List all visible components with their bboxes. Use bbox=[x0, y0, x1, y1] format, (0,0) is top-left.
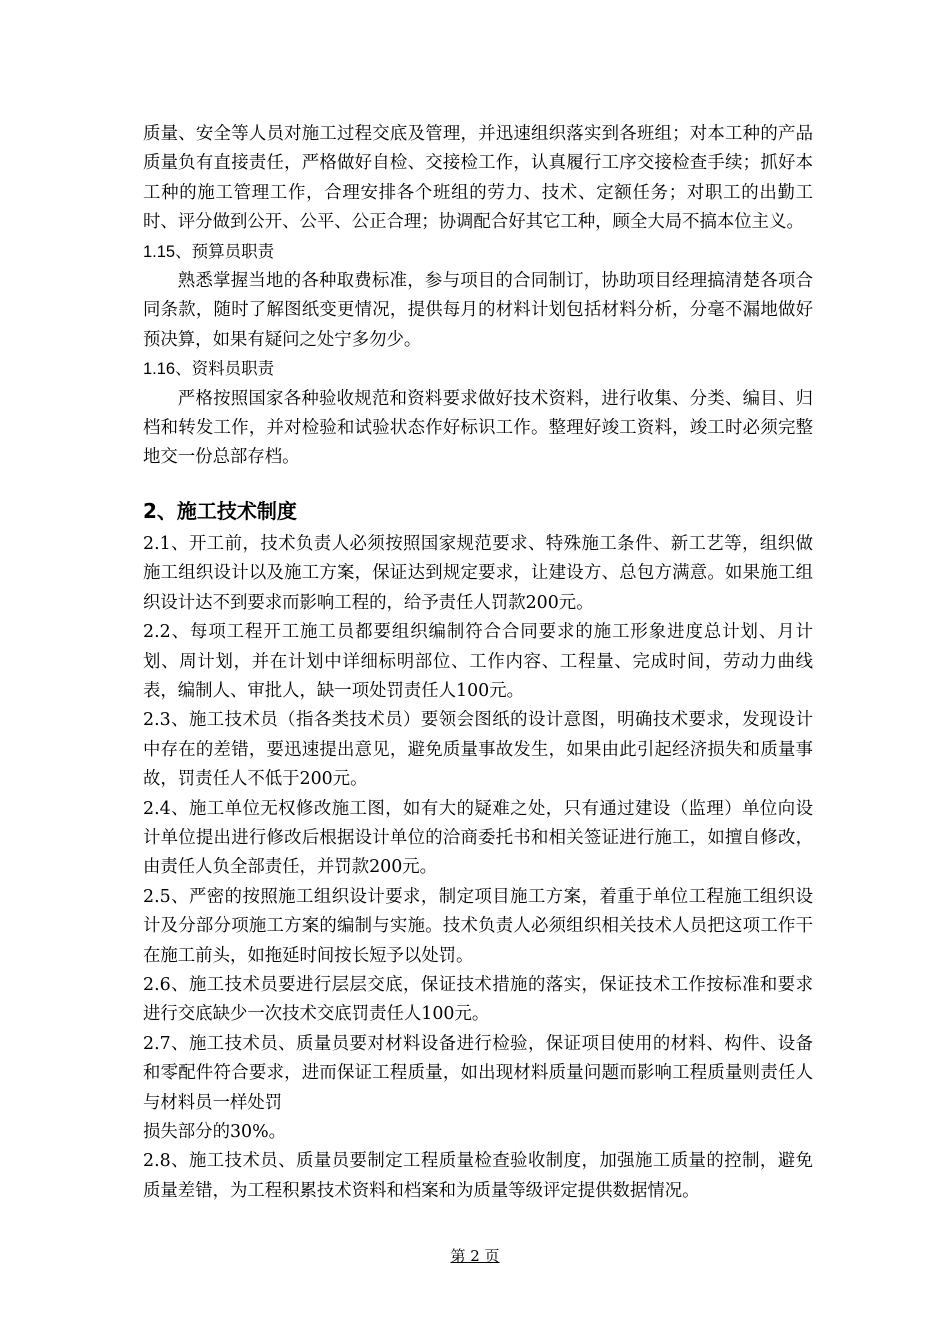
clause-2-1: 2.1、开工前，技术负责人必须按照国家规范要求、特殊施工条件、新工艺等，组织做施工组织设计以及施工方案，保证达到规定要求，让建设方、总包方满意。如果施工组织设计达不到要求而影响工程的，给予责任人罚款200元。 bbox=[143, 533, 813, 613]
clause-2-4: 2.4、施工单位无权修改施工图，如有大的疑难之处，只有通过建设（监理）单位向设计单位提出进行修改后根据设计单位的洽商委托书和相关签证进行施工，如擅自修改，由责任人负全部责任，并罚款200元。 bbox=[143, 798, 813, 878]
paragraph-1-16: 严格按照国家各种验收规范和资料要求做好技术资料，进行收集、分类、编目、归档和转发工作，并对检验和试验状态作好标识工作。整理好竣工资料，竣工时必须完整地交一份总部存档。 bbox=[143, 388, 813, 468]
page-number: 第 2 页 bbox=[450, 1247, 500, 1265]
clause-2-5: 2.5、严密的按照施工组织设计要求，制定项目施工方案，着重于单位工程施工组织设计及分部分项施工方案的编制与实施。技术负责人必须组织相关技术人员把这项工作干在施工前头，如拖延时间按长短予以处罚。 bbox=[143, 886, 813, 966]
intro-paragraph: 质量、安全等人员对施工过程交底及管理，并迅速组织落实到各班组；对本工种的产品质量负有直接责任，严格做好自检、交接检工作，认真履行工序交接检查手续；抓好本工种的施工管理工作，合理安排各个班组的劳力、技术、定额任务；对职工的出勤工时、评分做到公开、公平、公正合理；协调配合好其它工种，顾全大局不搞本位主义。 bbox=[143, 124, 813, 233]
heading-1-16: 1.16、资料员职责 bbox=[143, 360, 275, 379]
clause-2-7-continuation: 损失部分的30%。 bbox=[143, 1122, 286, 1142]
page-footer bbox=[0, 1246, 950, 1266]
section-2-title: 2、施工技术制度 bbox=[143, 498, 297, 523]
clause-2-2: 2.2、每项工程开工施工员都要组织编制符合合同要求的施工形象进度总计划、月计划、周计划，并在计划中详细标明部位、工作内容、工程量、完成时间，劳动力曲线表，编制人、审批人，缺一项处罚责任人100元。 bbox=[143, 622, 813, 701]
clause-2-8: 2.8、施工技术员、质量员要制定工程质量检查验收制度，加强施工质量的控制，避免质量差错，为工程积累技术资料和档案和为质量等级评定提供数据情况。 bbox=[143, 1151, 813, 1201]
clause-2-6: 2.6、施工技术员要进行层层交底，保证技术措施的落实，保证技术工作按标准和要求进行交底缺少一次技术交底罚责任人100元。 bbox=[143, 974, 813, 1025]
heading-1-15: 1.15、预算员职责 bbox=[143, 242, 275, 261]
clause-2-7: 2.7、施工技术员、质量员要对材料设备进行检验，保证项目使用的材料、构件、设备和零配件符合要求，进而保证工程质量，如出现材料质量问题而影响工程质量则责任人与材料员一样处罚 bbox=[143, 1033, 813, 1113]
paragraph-1-15: 熟悉掌握当地的各种取费标准，参与项目的合同制订，协助项目经理搞清楚各项合同条款，随时了解图纸变更情况，提供每月的材料计划包括材料分析，分毫不漏地做好预决算，如果有疑问之处宁多勿少。 bbox=[143, 271, 813, 350]
document-page bbox=[143, 120, 813, 1206]
clause-2-3: 2.3、施工技术员（指各类技术员）要领会图纸的设计意图，明确技术要求，发现设计中存在的差错，要迅速提出意见，避免质量事故发生，如果由此引起经济损失和质量事故，罚责任人不低于200元。 bbox=[143, 710, 813, 790]
